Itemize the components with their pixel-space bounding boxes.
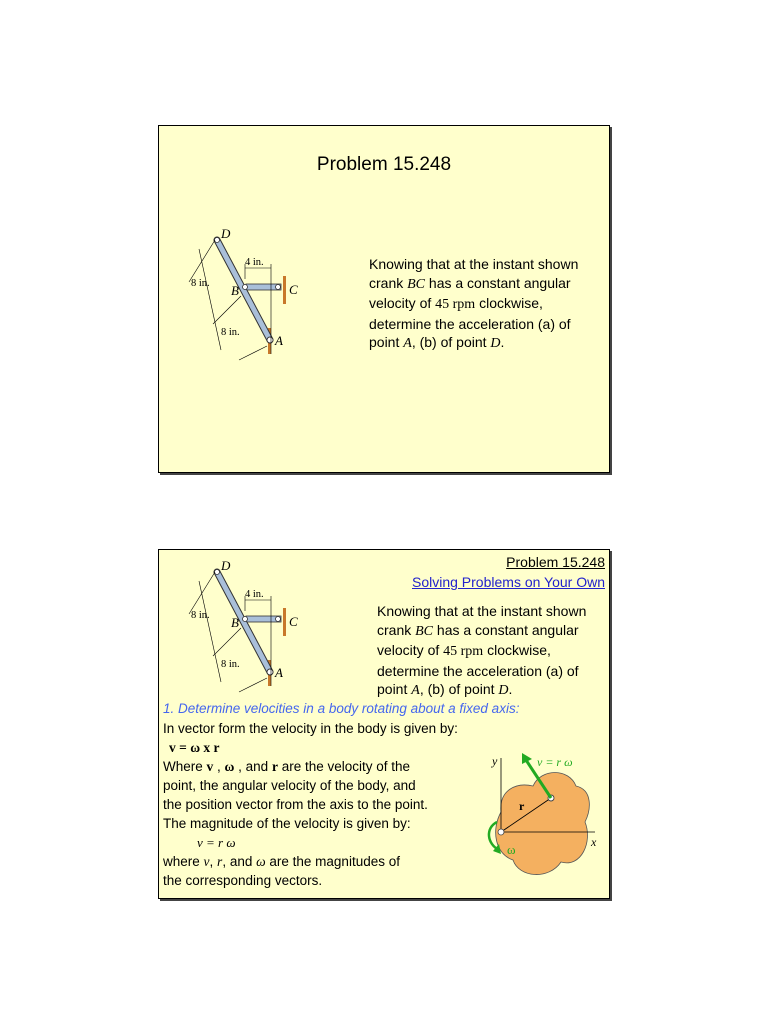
linkage-diagram-2 [179,556,309,696]
label-v-equals: v = r ω [537,755,573,769]
linkage-diagram [179,224,309,364]
dim-4in: 4 in. [245,257,264,268]
label-omega: ω [507,842,516,857]
equation-magnitude: v = r ω [197,835,236,850]
label-c: C [289,282,298,297]
header-title: Problem 15.248 [506,554,605,570]
slide-title: Problem 15.248 [316,154,452,175]
step-body: In vector form the velocity in the body is given by: v = ω x r Where v , ω , and r are the velocity of the point, the angular velocity of the body, and the position vector from the axis to the point. The magnitude of the velocity is given by: v = r ω where v, r, and ω are the magnitudes of the corresponding vectors. [163,719,503,890]
step-heading: 1. Determine velocities in a body rotating about a fixed axis: [163,701,520,716]
solving-problems-link[interactable]: Solving Problems on Your Own [412,574,605,590]
label-a: A [275,333,283,348]
dim-8in-bottom: 8 in. [221,327,240,338]
svg-text:A: A [275,665,283,680]
label-x: x [591,835,597,849]
wall-c [283,276,286,304]
svg-text:8 in.: 8 in. [221,659,240,670]
equation-vector: v = ω x r [169,740,220,755]
svg-text:D: D [221,558,231,573]
svg-text:C: C [289,614,298,629]
label-r: r [519,799,525,813]
slide-problem [158,125,610,473]
problem-statement-2: Knowing that at the instant shown crank BC has a constant angular velocity of 45 rpm clockwise, determine the acceleration (a) of point A, (b) of point D. [377,603,587,698]
svg-text:4 in.: 4 in. [245,589,264,600]
slide-solving [158,549,610,899]
rigid-body-shape [496,773,590,875]
label-d: D [221,226,231,241]
rotating-body-figure [481,750,605,890]
label-b: B [231,283,239,298]
svg-text:8 in.: 8 in. [191,610,210,621]
label-y: y [492,754,498,768]
svg-text:B: B [231,615,239,630]
dim-8in-top: 8 in. [191,278,210,289]
problem-statement: Knowing that at the instant shown crank BC has a constant angular velocity of 45 rpm clockwise, determine the acceleration (a) of point A, (b) of point D. [369,256,579,351]
